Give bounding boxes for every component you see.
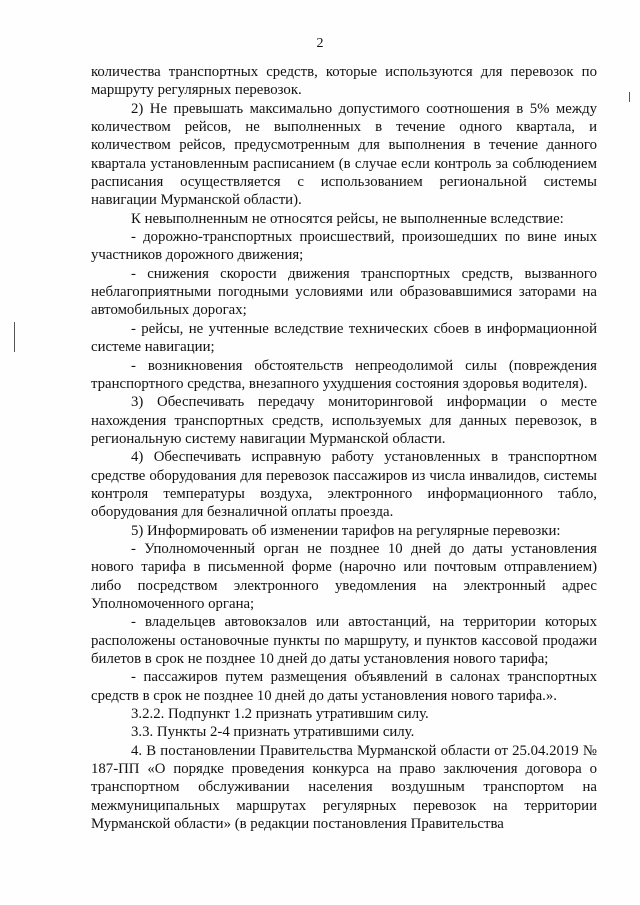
page-number: 2 — [316, 36, 324, 51]
paragraph: - дорожно-транспортных происшествий, произошедших по вине иных участников дорожного движения; — [91, 229, 597, 264]
paragraph: - рейсы, не учтенные вследствие технических сбоев в информационной системе навигации; — [91, 320, 597, 356]
paragraph: 4) Обеспечивать исправную работу установленных в транспортном средстве оборудования для перевозок пассажиров из числа инвалидов, системы контроля температуры воздуха, электронного информационного табло, оборудования для безналичной оплаты проезда. — [91, 449, 597, 521]
paragraph: 3.3. Пункты 2-4 признать утратившими силу. — [131, 724, 415, 741]
scan-mark-right — [629, 92, 630, 102]
paragraph: 2) Не превышать максимально допустимого соотношения в 5% между количеством рейсов, не выполненных в течение одного квартала, и количеством рейсов, предусмотренным для выполнения в течение данного квартала установленным расписанием (в случае если контроль за соблюдением расписания осуществляется с использованием региональной системы навигации Мурманской области). — [91, 100, 597, 209]
paragraph: 3) Обеспечивать передачу мониторинговой информации о месте нахождения транспортных средств, используемых для данных перевозок, в региональную систему навигации Мурманской области. — [91, 394, 597, 447]
paragraph: К невыполненным не относятся рейсы, не выполненные вследствие: — [131, 210, 564, 227]
paragraph: 4. В постановлении Правительства Мурманской области от 25.04.2019 № 187-ПП «О порядке проведения конкурса на право заключения договора о транспортном обслуживании населения воздушным транспортом на межмуниципальных маршрутах регулярных перевозок на территории Мурманской области» (в редакции постановления Правительства — [91, 742, 597, 833]
scan-mark-left — [14, 322, 15, 352]
paragraph: - возникновения обстоятельств непреодолимой силы (повреждения транспортного средства, внезапного ухудшения состояния здоровья водителя). — [91, 357, 597, 392]
paragraph: - пассажиров путем размещения объявлений в салонах транспортных средств в срок не позднее 10 дней до даты установления нового тарифа.». — [91, 669, 597, 704]
paragraph: 3.2.2. Подпункт 1.2 признать утратившим силу. — [131, 706, 429, 723]
paragraph: - снижения скорости движения транспортных средств, вызванного неблагоприятными погодными условиями или образовавшимися заторами на автомобильных дорогах; — [91, 265, 597, 319]
paragraph: 5) Информировать об изменении тарифов на регулярные перевозки: — [131, 522, 561, 539]
paragraph: количества транспортных средств, которые используются для перевозок по маршруту регулярных перевозок. — [91, 64, 597, 99]
paragraph: - владельцев автовокзалов или автостанций, на территории которых расположены остановочные пункты по маршруту, и пунктов кассовой продажи билетов в срок не позднее 10 дней до даты установления нового тарифа; — [91, 614, 597, 667]
paragraph: - Уполномоченный орган не позднее 10 дней до даты установления нового тарифа в письменной форме (нарочно или почтовым отправлением) либо посредством электронного уведомления на электронный адрес Уполномоченного органа; — [91, 540, 597, 612]
document-body — [91, 63, 597, 833]
